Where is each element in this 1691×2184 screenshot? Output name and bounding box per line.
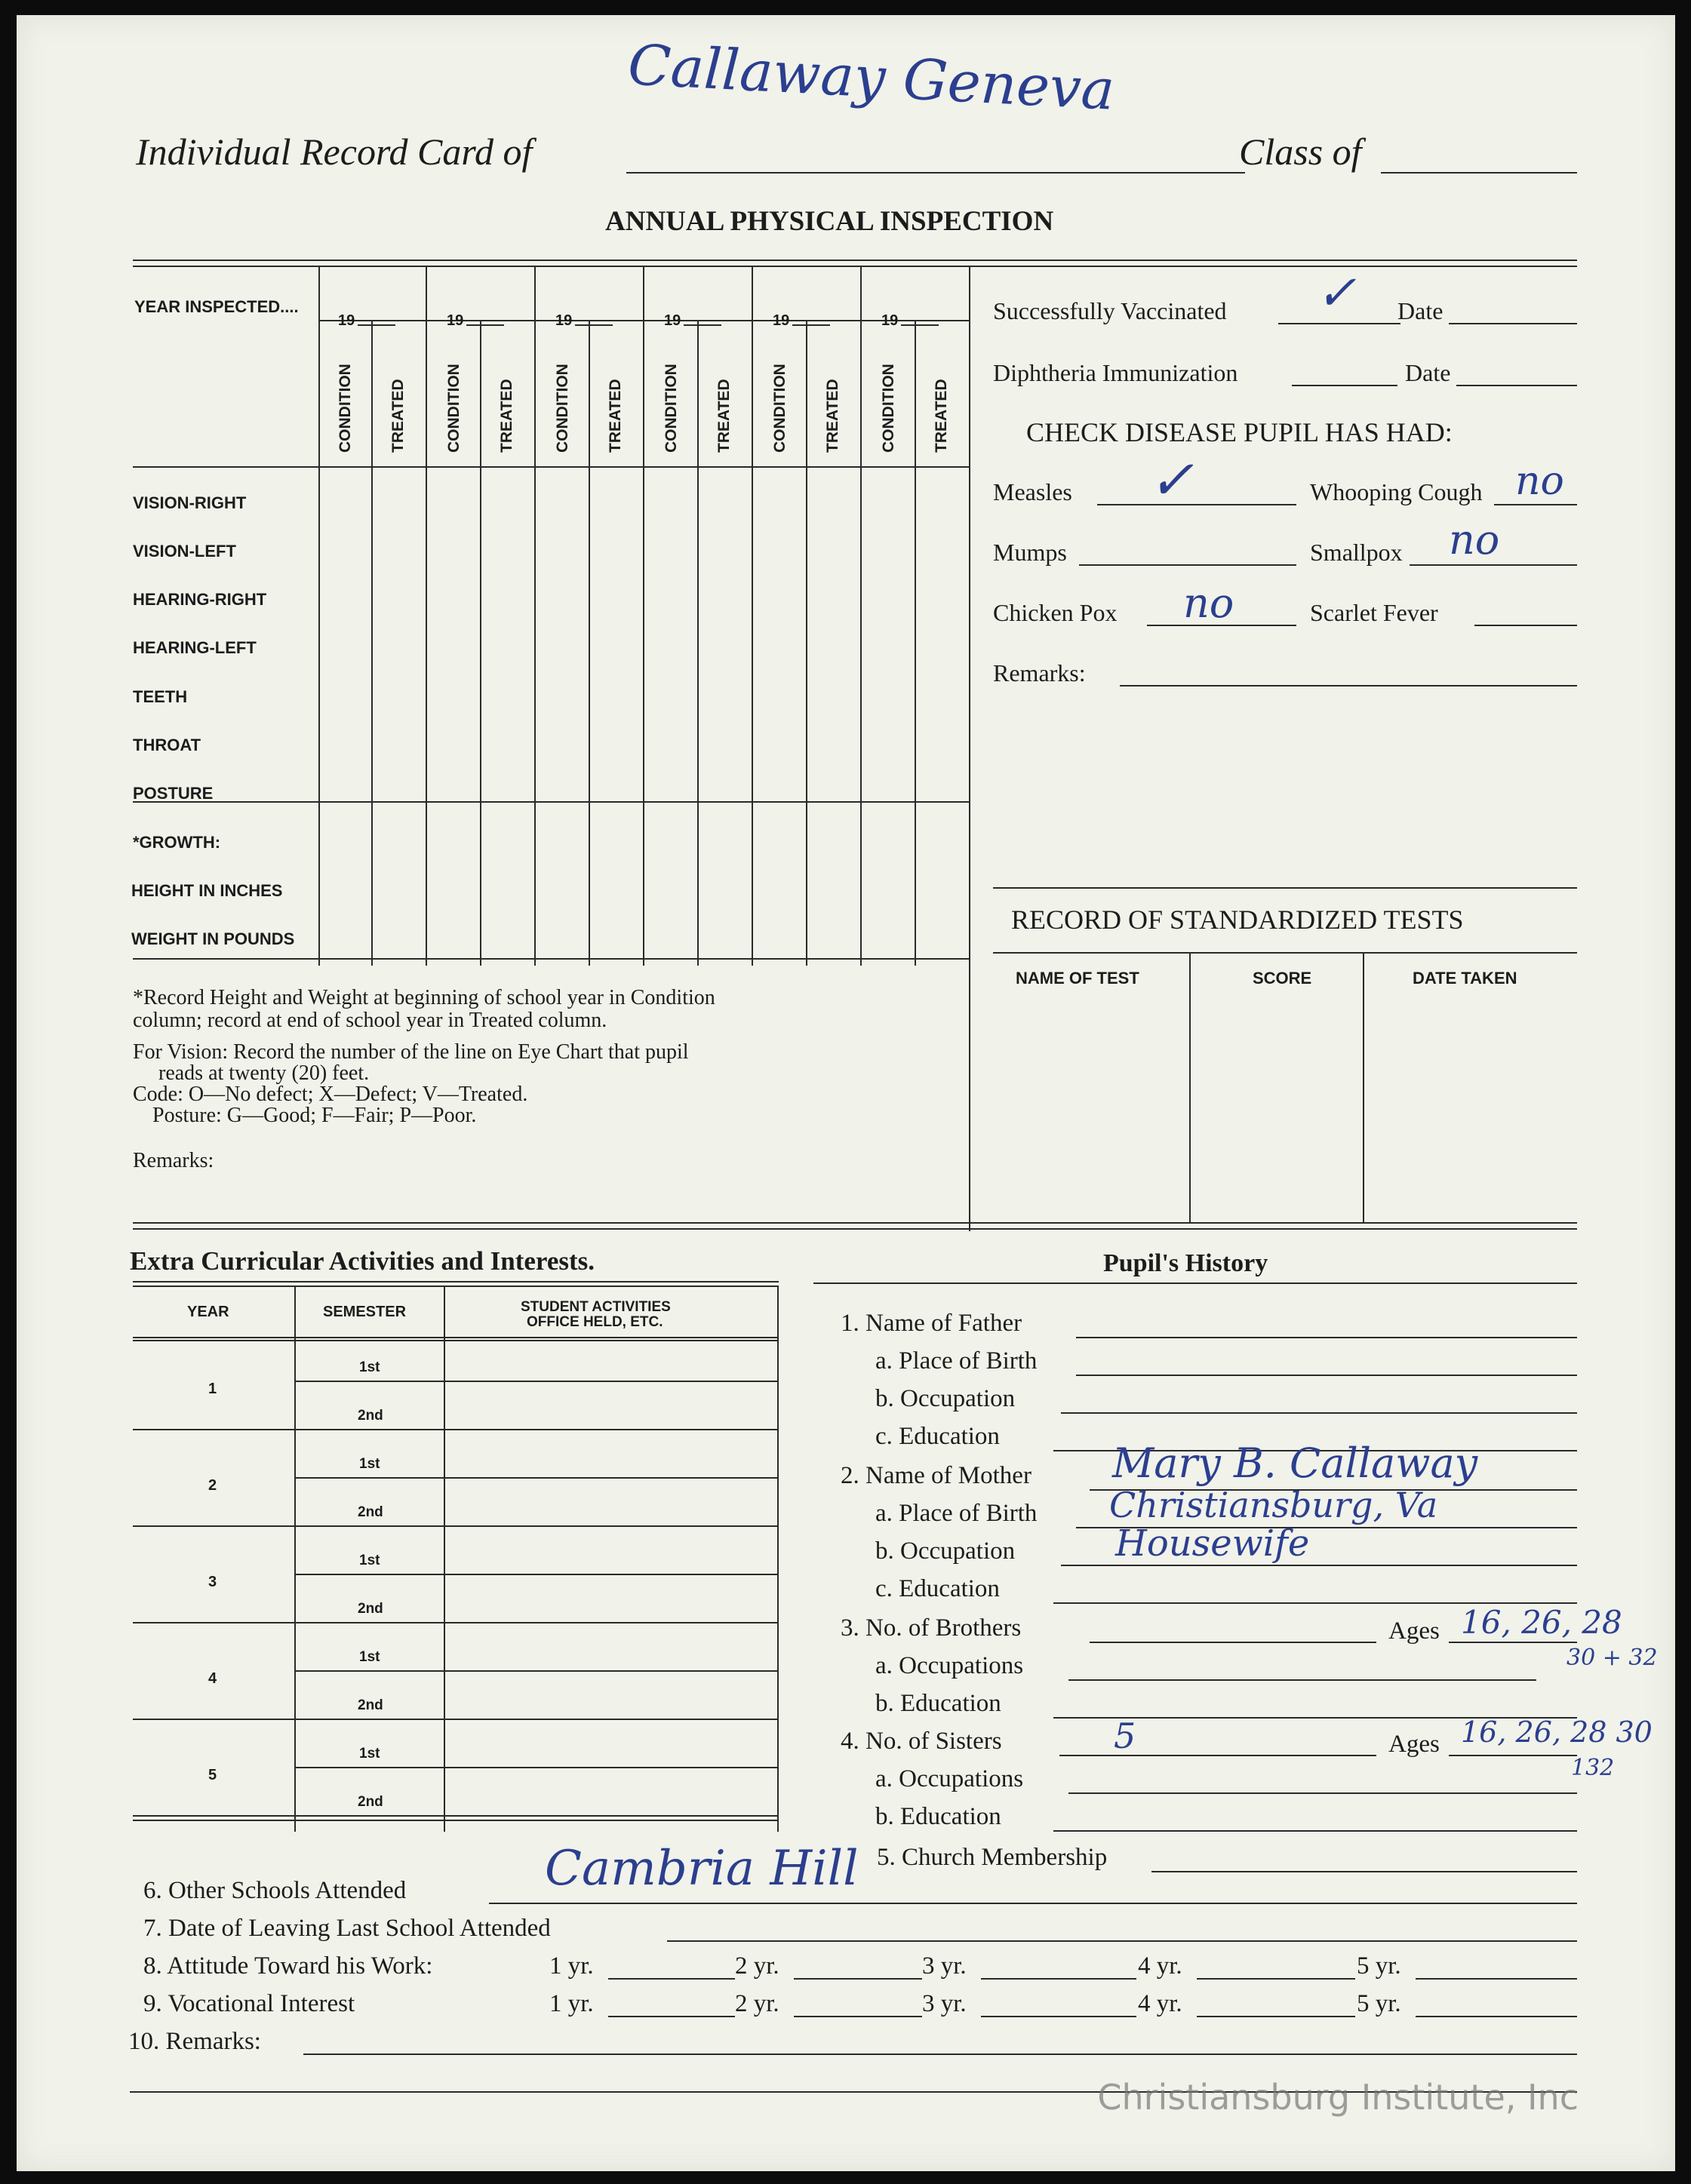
top-rule-2 <box>133 266 1577 267</box>
hist-rule <box>813 1282 1577 1284</box>
act-row <box>294 1381 779 1382</box>
hist-line <box>1076 1375 1577 1376</box>
mother-occ-value: Housewife <box>1115 1522 1310 1565</box>
measles-label: Measles <box>993 478 1072 505</box>
treated-header: TREATED <box>933 379 950 453</box>
mother-edu-label: c. Education <box>875 1575 1000 1602</box>
col-date-taken: DATE TAKEN <box>1413 969 1517 988</box>
attitude-yr1: 1 yr. <box>549 1952 594 1980</box>
act-row <box>133 1429 779 1430</box>
col-name-of-test: NAME OF TEST <box>1016 969 1139 988</box>
vocational-yr2: 2 yr. <box>735 1990 779 2017</box>
hist-line <box>1449 1755 1577 1756</box>
col-activities: STUDENT ACTIVITIES <box>521 1299 671 1315</box>
year-blank <box>466 324 504 326</box>
mother-pob-value: Christiansburg, Va <box>1109 1485 1438 1525</box>
col-semester: SEMESTER <box>323 1304 407 1320</box>
condition-header: CONDITION <box>880 364 897 453</box>
bottom-line <box>981 2016 1136 2017</box>
grid-line <box>697 320 699 966</box>
act-row <box>294 1477 779 1479</box>
grid-line <box>133 958 969 960</box>
attitude-label: 8. Attitude Toward his Work: <box>143 1952 433 1980</box>
col-activities-2: OFFICE HELD, ETC. <box>527 1314 663 1330</box>
year-blank <box>575 324 613 326</box>
vaccinated-line <box>1278 323 1400 324</box>
act-rule <box>133 1340 779 1341</box>
grid-line <box>752 266 753 966</box>
act-row <box>133 1815 779 1817</box>
brothers-ages-value-2: 30 + 32 <box>1566 1645 1658 1671</box>
row-label: POSTURE <box>133 784 214 803</box>
father-label: 1. Name of Father <box>841 1310 1022 1337</box>
measles-mark: ✓ <box>1148 448 1194 511</box>
bottom-line <box>794 1978 922 1980</box>
record-card-label: Individual Record Card of <box>136 131 533 173</box>
sem-1st: 1st <box>359 1456 380 1472</box>
attitude-yr3: 3 yr. <box>922 1952 967 1980</box>
treated-header: TREATED <box>607 379 624 453</box>
vaccinated-label: Successfully Vaccinated <box>993 297 1227 324</box>
hist-line <box>1053 1830 1577 1832</box>
year-19-header: 19 <box>664 312 681 329</box>
sisters-ages-value-2: 132 <box>1571 1755 1615 1781</box>
mother-label: 2. Name of Mother <box>841 1462 1032 1489</box>
bottom-line <box>489 1903 1577 1904</box>
section-rule <box>133 1228 1577 1230</box>
condition-header: CONDITION <box>663 364 680 453</box>
date-label-2: Date <box>1405 359 1451 386</box>
tests-divider <box>1189 952 1191 1222</box>
brothers-occ-label: a. Occupations <box>875 1652 1024 1679</box>
father-pob-label: a. Place of Birth <box>875 1347 1038 1375</box>
grid-line <box>133 801 969 803</box>
chickenpox-mark: no <box>1183 579 1234 627</box>
date-line-2 <box>1456 385 1577 386</box>
vaccinated-mark: ✓ <box>1316 266 1357 321</box>
sem-1st: 1st <box>359 1649 380 1665</box>
history-title: Pupil's History <box>1103 1249 1268 1277</box>
page-title: ANNUAL PHYSICAL INSPECTION <box>605 206 1054 237</box>
treated-header: TREATED <box>498 379 515 453</box>
act-rule <box>133 1286 779 1287</box>
year-inspected-label: YEAR INSPECTED.... <box>134 297 299 316</box>
act-year: 5 <box>208 1767 217 1783</box>
diphtheria-label: Diphtheria Immunization <box>993 359 1238 386</box>
bottom-line <box>794 2016 922 2017</box>
year-19-header: 19 <box>338 312 355 329</box>
class-line <box>1381 172 1577 174</box>
date-leaving-label: 7. Date of Leaving Last School Attended <box>143 1915 551 1942</box>
tests-rule <box>993 887 1577 889</box>
vocational-label: 9. Vocational Interest <box>143 1990 355 2017</box>
attitude-yr2: 2 yr. <box>735 1952 779 1980</box>
sem-2nd: 2nd <box>358 1408 383 1424</box>
sem-1st: 1st <box>359 1359 380 1375</box>
act-row <box>133 1525 779 1527</box>
check-disease-title: CHECK DISEASE PUPIL HAS HAD: <box>1026 417 1453 447</box>
bottom-line <box>608 1978 735 1980</box>
act-year: 3 <box>208 1574 217 1590</box>
whooping-label: Whooping Cough <box>1310 478 1483 505</box>
year-blank <box>901 324 939 326</box>
grid-line <box>318 320 969 321</box>
row-label: HEIGHT IN INCHES <box>131 881 283 900</box>
year-19-header: 19 <box>447 312 464 329</box>
sisters-ages-value: 16, 26, 28 30 <box>1461 1716 1653 1749</box>
row-label: *GROWTH: <box>133 833 221 852</box>
mother-pob-label: a. Place of Birth <box>875 1500 1038 1527</box>
note-line: Posture: G—Good; F—Fair; P—Poor. <box>152 1104 477 1127</box>
year-blank <box>684 324 721 326</box>
bottom-line <box>667 1940 1577 1942</box>
whooping-line <box>1494 504 1577 505</box>
row-label: HEARING-LEFT <box>133 638 257 657</box>
name-line <box>626 172 1245 174</box>
sem-2nd: 2nd <box>358 1697 383 1713</box>
condition-header: CONDITION <box>445 364 463 453</box>
father-edu-label: c. Education <box>875 1423 1000 1450</box>
hist-line <box>1449 1642 1577 1643</box>
grid-line <box>480 320 481 966</box>
grid-line <box>643 266 644 966</box>
brothers-edu-label: b. Education <box>875 1690 1001 1717</box>
act-rule <box>133 1281 779 1282</box>
sisters-occ-label: a. Occupations <box>875 1765 1024 1792</box>
hist-line <box>1068 1792 1577 1794</box>
scarlet-line <box>1474 625 1577 626</box>
hist-line <box>1090 1642 1376 1643</box>
tests-rule <box>993 952 1577 954</box>
tests-title: RECORD OF STANDARDIZED TESTS <box>1011 905 1464 935</box>
bottom-line <box>608 2016 735 2017</box>
sem-2nd: 2nd <box>358 1601 383 1617</box>
mother-value: Mary B. Callaway <box>1112 1439 1478 1487</box>
year-19-header: 19 <box>773 312 790 329</box>
act-year: 2 <box>208 1477 217 1494</box>
bottom-line <box>303 2053 1577 2055</box>
bottom-line <box>1197 1978 1355 1980</box>
row-label: THROAT <box>133 736 201 754</box>
remarks-line <box>1120 685 1577 687</box>
mumps-line <box>1079 564 1296 566</box>
act-year: 1 <box>208 1381 217 1397</box>
note-line: reads at twenty (20) feet. <box>158 1061 370 1085</box>
grid-line <box>318 266 320 966</box>
act-row <box>133 1719 779 1720</box>
act-col <box>294 1286 296 1832</box>
sem-1st: 1st <box>359 1553 380 1568</box>
mother-occ-label: b. Occupation <box>875 1537 1016 1565</box>
note-line: Code: O—No defect; X—Defect; V—Treated. <box>133 1083 528 1106</box>
treated-header: TREATED <box>715 379 733 453</box>
hist-line <box>1068 1679 1536 1681</box>
condition-header: CONDITION <box>554 364 571 453</box>
sisters-ages-label: Ages <box>1388 1731 1440 1758</box>
activities-title: Extra Curricular Activities and Interests. <box>130 1246 595 1276</box>
tests-divider <box>1363 952 1364 1222</box>
note-line: For Vision: Record the number of the line on Eye Chart that pupil <box>133 1040 689 1064</box>
hist-line <box>1059 1755 1376 1756</box>
class-label: Class of <box>1239 131 1362 173</box>
record-card <box>17 15 1675 2171</box>
act-row <box>133 1622 779 1623</box>
sisters-value: 5 <box>1114 1716 1136 1756</box>
act-row <box>133 1820 779 1821</box>
treated-header: TREATED <box>389 379 407 453</box>
other-schools-label: 6. Other Schools Attended <box>143 1877 407 1904</box>
act-row <box>294 1670 779 1672</box>
hist-line <box>1061 1412 1577 1414</box>
sem-2nd: 2nd <box>358 1794 383 1810</box>
grid-line <box>915 320 916 966</box>
health-remarks-label: Remarks: <box>993 659 1086 687</box>
year-19-header: 19 <box>881 312 899 329</box>
row-label: HEARING-RIGHT <box>133 590 267 609</box>
grid-line <box>426 266 427 966</box>
col-year: YEAR <box>187 1304 229 1320</box>
grid-line <box>371 320 373 966</box>
vocational-yr4: 4 yr. <box>1138 1990 1182 2017</box>
section-rule <box>133 1222 1577 1224</box>
whooping-mark: no <box>1515 459 1564 504</box>
row-label: VISION-LEFT <box>133 542 236 561</box>
measles-line <box>1097 504 1296 505</box>
act-year: 4 <box>208 1670 217 1687</box>
grid-line <box>969 266 970 1231</box>
condition-header: CONDITION <box>337 364 354 453</box>
note-line: column; record at end of school year in Treated column. <box>133 1009 607 1032</box>
other-schools-value: Cambria Hill <box>545 1841 859 1897</box>
mumps-label: Mumps <box>993 539 1067 566</box>
treated-header: TREATED <box>824 379 841 453</box>
row-label: WEIGHT IN POUNDS <box>131 929 295 948</box>
top-rule-1 <box>133 260 1577 261</box>
grid-line <box>133 466 969 468</box>
bottom-line <box>1416 1978 1577 1980</box>
grid-line <box>806 320 807 966</box>
hist-line <box>1076 1337 1577 1338</box>
act-row <box>294 1767 779 1768</box>
col-score: SCORE <box>1253 969 1312 988</box>
note-line: *Record Height and Weight at beginning of school year in Condition <box>133 986 715 1009</box>
brothers-label: 3. No. of Brothers <box>841 1614 1022 1642</box>
date-label: Date <box>1397 297 1443 324</box>
scarlet-label: Scarlet Fever <box>1310 599 1438 626</box>
smallpox-mark: no <box>1449 516 1500 564</box>
diphtheria-line <box>1292 385 1397 386</box>
year-blank <box>792 324 830 326</box>
date-line <box>1449 323 1577 324</box>
handwritten-name: Callaway Geneva <box>626 32 1117 123</box>
father-occ-label: b. Occupation <box>875 1385 1016 1412</box>
hist-line <box>1151 1871 1577 1872</box>
smallpox-label: Smallpox <box>1310 539 1403 566</box>
row-label: VISION-RIGHT <box>133 493 247 512</box>
attitude-yr4: 4 yr. <box>1138 1952 1182 1980</box>
act-col <box>777 1286 779 1832</box>
grid-line <box>589 320 590 966</box>
act-row <box>294 1574 779 1575</box>
act-rule <box>133 1337 779 1338</box>
attitude-yr5: 5 yr. <box>1357 1952 1401 1980</box>
sisters-edu-label: b. Education <box>875 1803 1001 1830</box>
sem-2nd: 2nd <box>358 1504 383 1520</box>
church-label: 5. Church Membership <box>877 1844 1108 1871</box>
bottom-line <box>1416 2016 1577 2017</box>
grid-line <box>534 266 536 966</box>
notes-remarks: Remarks: <box>133 1149 214 1172</box>
smallpox-line <box>1410 564 1577 566</box>
bottom-line <box>1197 2016 1355 2017</box>
bottom-line <box>981 1978 1136 1980</box>
vocational-yr1: 1 yr. <box>549 1990 594 2017</box>
year-blank <box>358 324 395 326</box>
vocational-yr3: 3 yr. <box>922 1990 967 2017</box>
sem-1st: 1st <box>359 1746 380 1762</box>
sisters-label: 4. No. of Sisters <box>841 1728 1002 1755</box>
hist-line <box>1061 1565 1577 1566</box>
chickenpox-label: Chicken Pox <box>993 599 1118 626</box>
brothers-ages-label: Ages <box>1388 1617 1440 1645</box>
act-col <box>444 1286 445 1832</box>
condition-header: CONDITION <box>771 364 789 453</box>
year-19-header: 19 <box>555 312 573 329</box>
bottom-remarks-label: 10. Remarks: <box>128 2028 261 2055</box>
grid-line <box>860 266 862 966</box>
row-label: TEETH <box>133 687 188 706</box>
brothers-ages-value: 16, 26, 28 <box>1461 1604 1622 1641</box>
vocational-yr5: 5 yr. <box>1357 1990 1401 2017</box>
watermark: Christiansburg Institute, Inc <box>1097 2077 1579 2118</box>
